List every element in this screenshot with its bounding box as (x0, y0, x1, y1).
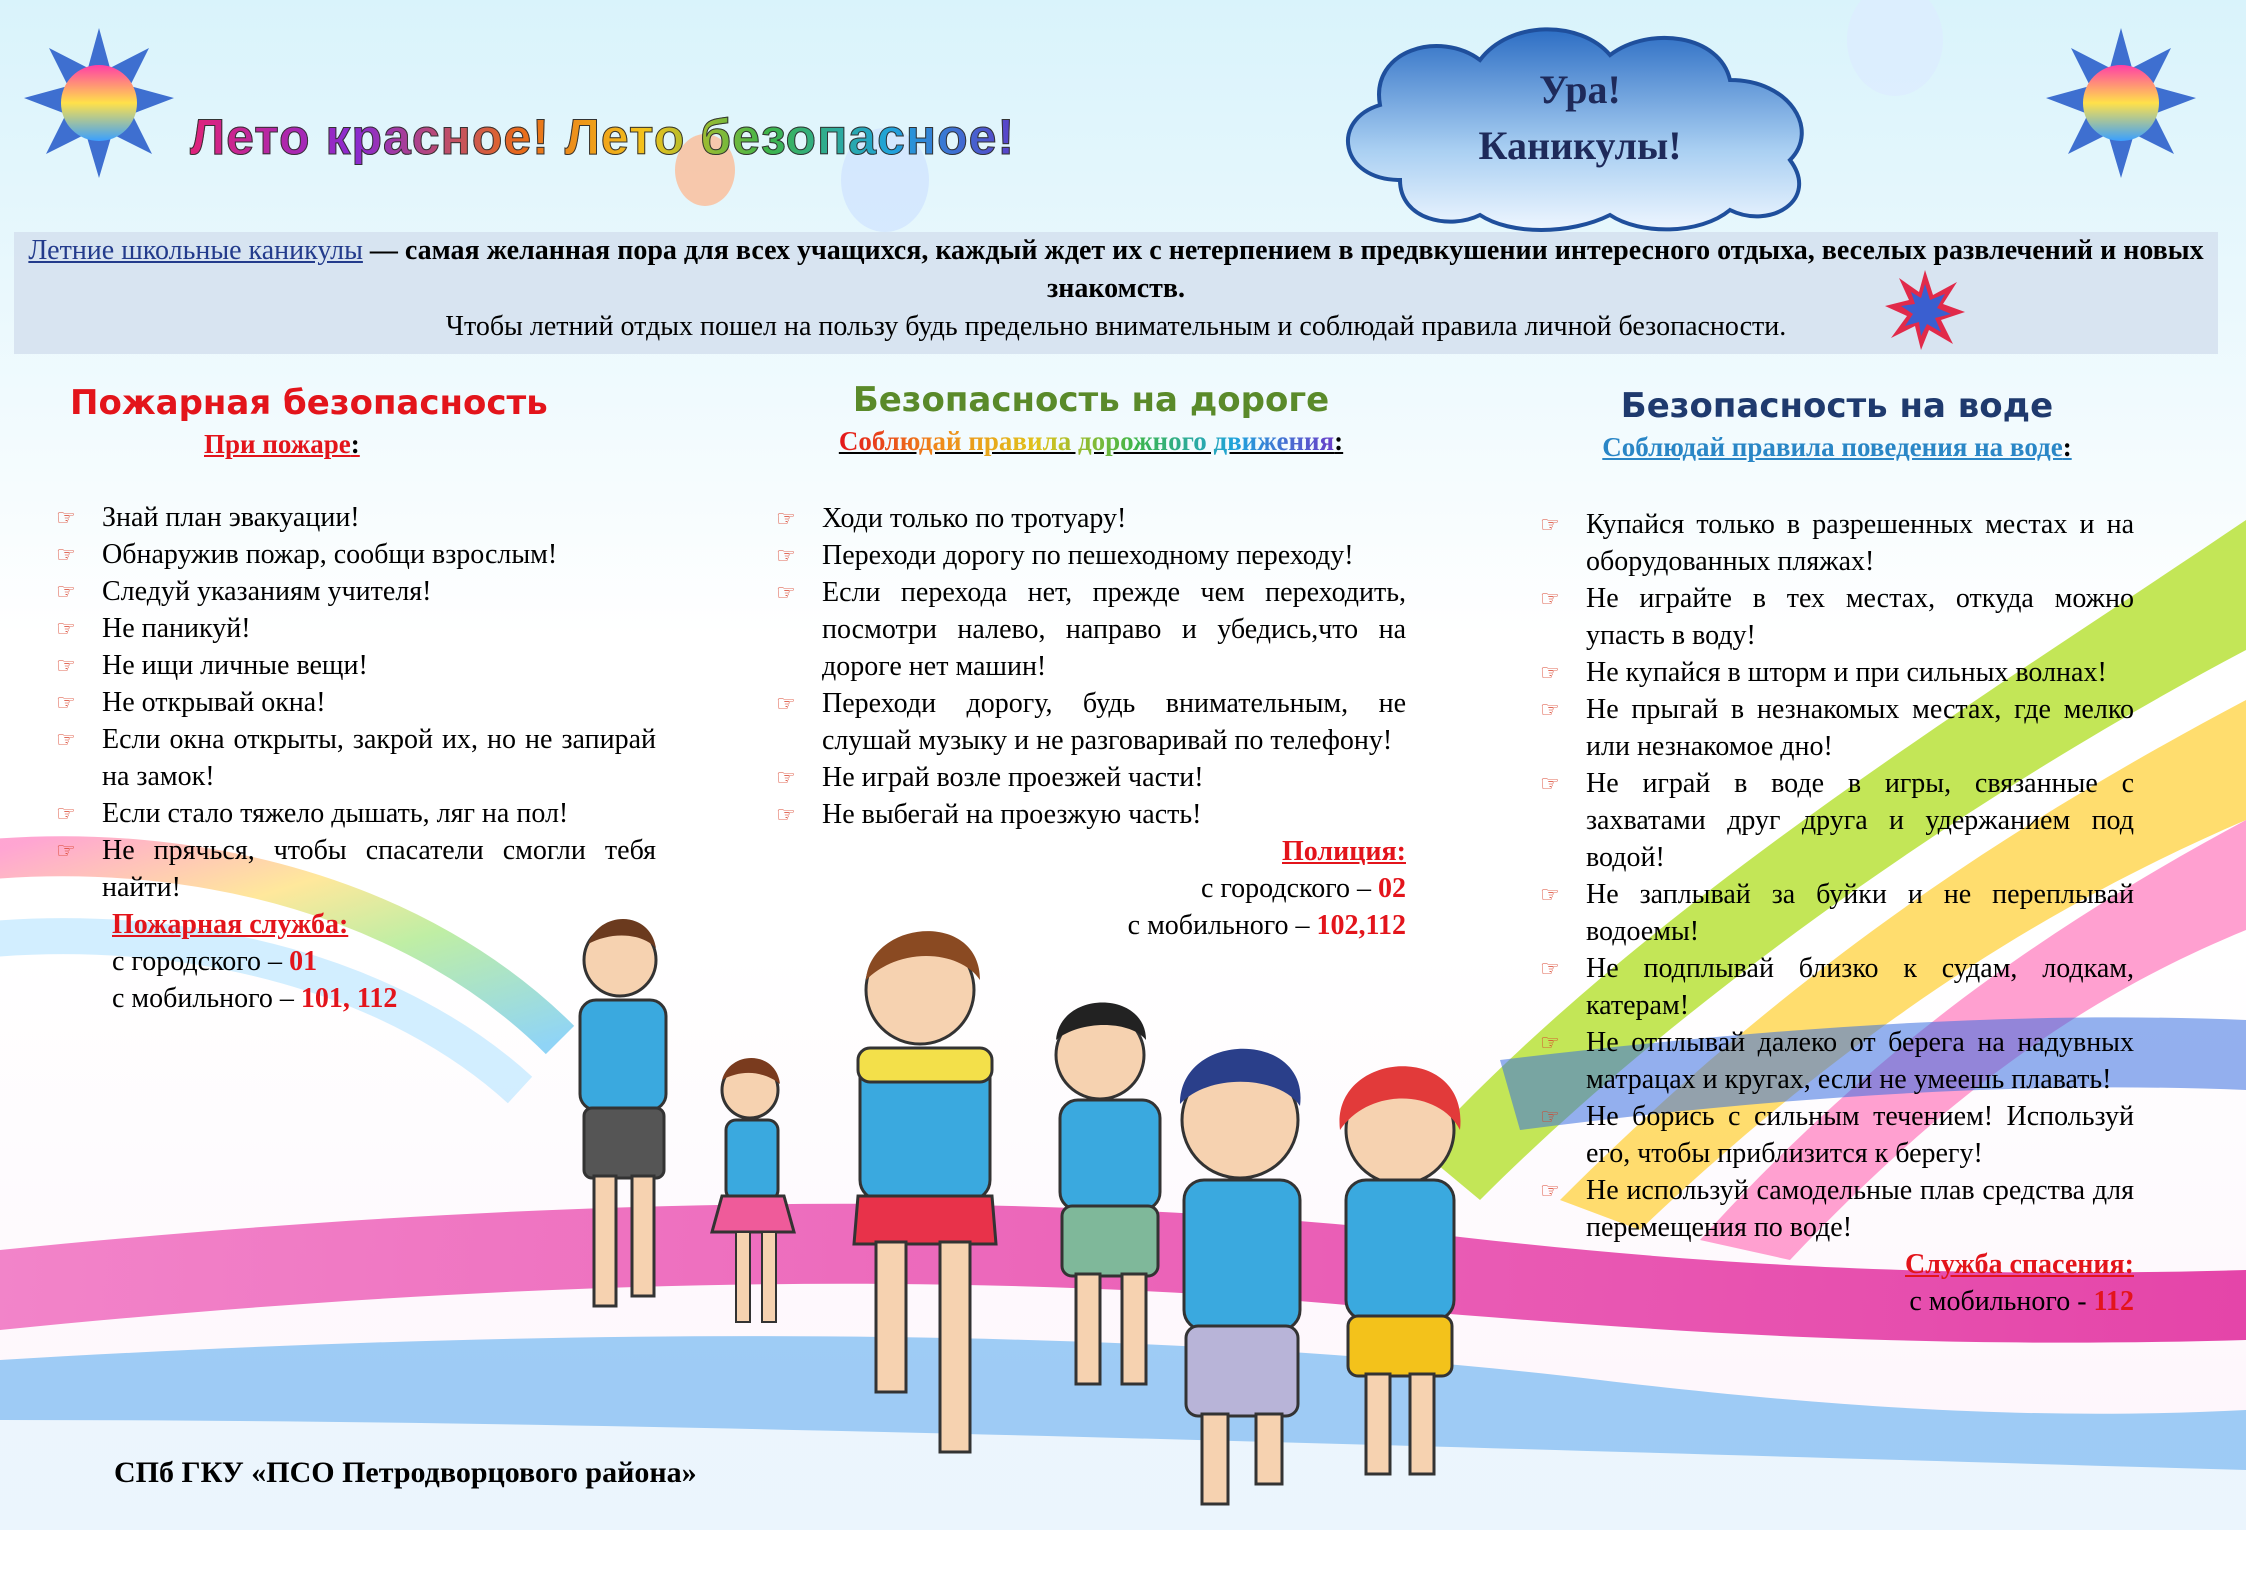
pointing-hand-icon: ☞ (776, 580, 796, 605)
fire-line1-text: с городского – (112, 946, 290, 977)
water-rule-text: Не играйте в тех местах, откуда можно упасть в воду! (1586, 583, 2134, 651)
road-rule-item (776, 500, 1406, 537)
pointing-hand-icon: ☞ (56, 579, 76, 604)
running-kids-illustration (540, 880, 1500, 1520)
water-rule-item (1540, 950, 2134, 1024)
road-rule-item (776, 759, 1406, 796)
pointing-hand-icon: ☞ (56, 616, 76, 641)
road-line2-text: с мобильного – (1127, 910, 1317, 941)
road-rules-list (776, 500, 1406, 833)
pointing-hand-icon: ☞ (56, 653, 76, 678)
water-heading: Безопасность на воде (1620, 386, 2054, 426)
pointing-hand-icon: ☞ (56, 505, 76, 530)
water-service-title: Служба спасения: (1905, 1249, 2134, 1280)
fire-rule-text: Не прячься, чтобы спасатели смогли тебя найти! (102, 835, 656, 903)
intro-bold-text: — самая желанная пора для всех учащихся, каждый ждет их с нетерпением в предвкушении интересного отдыха, веселых развлечений и новых знакомств. (362, 235, 2204, 304)
water-sub-colon: : (2062, 432, 2072, 462)
fire-rule-item (56, 573, 656, 610)
pointing-hand-icon: ☞ (56, 801, 76, 826)
fire-heading: Пожарная безопасность (70, 383, 548, 423)
fire-line2-text: с мобильного – (112, 983, 301, 1014)
road-sub-colon: : (1334, 426, 1344, 456)
pointing-hand-icon: ☞ (1540, 1030, 1560, 1055)
road-rule-item (776, 685, 1406, 759)
intro-line-3: Чтобы летний отдых пошел на пользу будь предельно внимательным и соблюдай правила личной безопасности. (445, 311, 1787, 342)
fire-rule-item (56, 536, 656, 573)
fire-line2-number: 101, 112 (300, 983, 398, 1014)
pointing-hand-icon: ☞ (1540, 882, 1560, 907)
fire-rule-text: Следуй указаниям учителя! (102, 576, 432, 607)
fire-rule-item (56, 684, 656, 721)
footer-organization: СПб ГКУ «ПСО Петродворцового района» (114, 1456, 697, 1489)
fire-rule-text: Если стало тяжело дышать, ляг на пол! (102, 798, 569, 829)
water-rule-text: Не прыгай в незнакомых местах, где мелко или незнакомое дно! (1586, 694, 2134, 762)
road-rule-text: Не играй возле проезжей части! (822, 762, 1204, 793)
pointing-hand-icon: ☞ (1540, 697, 1560, 722)
water-rule-item (1540, 580, 2134, 654)
road-rule-item (776, 796, 1406, 833)
road-rule-text: Переходи дорогу по пешеходному переходу! (822, 540, 1354, 571)
fire-rule-text: Если окна открыты, закрой их, но не запирай на замок! (102, 724, 656, 792)
road-line2-number: 102,112 (1316, 910, 1406, 941)
cloud-line-2: Каникулы! (1478, 123, 1682, 168)
water-rule-text: Не борись с сильным течением! Используй его, чтобы приблизится к берегу! (1586, 1101, 2134, 1169)
pointing-hand-icon: ☞ (56, 690, 76, 715)
pointing-hand-icon: ☞ (1540, 771, 1560, 796)
pointing-hand-icon: ☞ (1540, 1178, 1560, 1203)
road-service-title: Полиция: (1282, 836, 1406, 867)
road-sub-text: Соблюдай правила дорожного движения (838, 426, 1335, 456)
water-sub-text: Соблюдай правила поведения на воде (1602, 432, 2063, 462)
pointing-hand-icon: ☞ (1540, 512, 1560, 537)
water-rule-item (1540, 1098, 2134, 1172)
pointing-hand-icon: ☞ (1540, 586, 1560, 611)
pointing-hand-icon: ☞ (56, 838, 76, 863)
pointing-hand-icon: ☞ (56, 727, 76, 752)
road-rule-text: Если перехода нет, прежде чем переходить, посмотри налево, направо и убедись,что на дороге нет машин! (822, 577, 1406, 682)
fire-rule-text: Не паникуй! (102, 613, 251, 644)
fire-rule-item (56, 610, 656, 647)
cloud-line-1: Ура! (1539, 67, 1621, 112)
water-rule-item (1540, 1024, 2134, 1098)
fire-rule-item (56, 499, 656, 536)
water-rule-text: Не отплывай далеко от берега на надувных матрацах и кругах, если не умеешь плавать! (1586, 1027, 2134, 1095)
road-column (776, 382, 1406, 944)
pointing-hand-icon: ☞ (776, 802, 796, 827)
water-rule-text: Не играй в воде в игры, связанные с захватами друг друга и удержанием под водой! (1586, 768, 2134, 873)
pointing-hand-icon: ☞ (1540, 660, 1560, 685)
pointing-hand-icon: ☞ (776, 765, 796, 790)
water-service-line-1 (1540, 1283, 2134, 1320)
fire-rules-list (56, 499, 656, 906)
pointing-hand-icon: ☞ (776, 506, 796, 531)
water-rule-item (1540, 876, 2134, 950)
sun-icon (2046, 28, 2196, 178)
water-rule-text: Не заплывай за буйки и не переплывай водоемы! (1586, 879, 2134, 947)
water-rule-text: Купайся только в разрешенных местах и на оборудованных пляжах! (1586, 509, 2134, 577)
water-rule-item (1540, 506, 2134, 580)
water-rule-item (1540, 691, 2134, 765)
poster-title: Лето красное! Лето безопасное! (190, 109, 1016, 165)
road-sub (776, 423, 1406, 460)
water-rule-item (1540, 654, 2134, 691)
fire-sub (56, 426, 656, 463)
road-rule-text: Не выбегай на проезжую часть! (822, 799, 1202, 830)
water-rule-text: Не используй самодельные плав средства для перемещения по воде! (1586, 1175, 2134, 1243)
water-rules-list (1540, 506, 2134, 1246)
road-rule-text: Переходи дорогу, будь внимательным, не слушай музыку и не разговаривай по телефону! (822, 688, 1406, 756)
cloud-text (1320, 62, 1840, 174)
road-rule-text: Ходи только по тротуару! (822, 503, 1127, 534)
fire-service-title: Пожарная служба: (112, 909, 349, 940)
intro-lead: Летние школьные каникулы (28, 235, 363, 266)
water-rule-text: Не подплывай близко к судам, лодкам, катерам! (1586, 953, 2134, 1021)
pointing-hand-icon: ☞ (776, 543, 796, 568)
fire-sub-text: При пожаре (204, 429, 351, 459)
road-line1-number: 02 (1378, 873, 1406, 904)
water-rule-item (1540, 765, 2134, 876)
pointing-hand-icon: ☞ (56, 542, 76, 567)
sun-icon (24, 28, 174, 178)
water-rule-text: Не купайся в шторм и при сильных волнах! (1586, 657, 2107, 688)
fire-rule-text: Знай план эвакуации! (102, 502, 360, 533)
fire-sub-colon: : (350, 429, 360, 459)
road-heading: Безопасность на дороге (852, 380, 1330, 420)
fire-rule-item (56, 721, 656, 795)
road-line1-text: с городского – (1200, 873, 1378, 904)
pointing-hand-icon: ☞ (776, 691, 796, 716)
fire-line1-number: 01 (289, 946, 318, 977)
water-sub (1540, 429, 2134, 466)
pointing-hand-icon: ☞ (1540, 956, 1560, 981)
fire-rule-text: Не ищи личные вещи! (102, 650, 368, 681)
road-rule-item (776, 574, 1406, 685)
water-line1-text: с мобильного - (1909, 1286, 2094, 1317)
pointing-hand-icon: ☞ (1540, 1104, 1560, 1129)
water-column (1540, 388, 2134, 1320)
starburst-icon (1885, 270, 1965, 350)
fire-rule-text: Не открывай окна! (102, 687, 326, 718)
road-rule-item (776, 537, 1406, 574)
fire-rule-item (56, 795, 656, 832)
fire-rule-item (56, 647, 656, 684)
fire-rule-text: Обнаружив пожар, сообщи взрослым! (102, 539, 558, 570)
water-line1-number: 112 (2093, 1286, 2134, 1317)
water-rule-item (1540, 1172, 2134, 1246)
